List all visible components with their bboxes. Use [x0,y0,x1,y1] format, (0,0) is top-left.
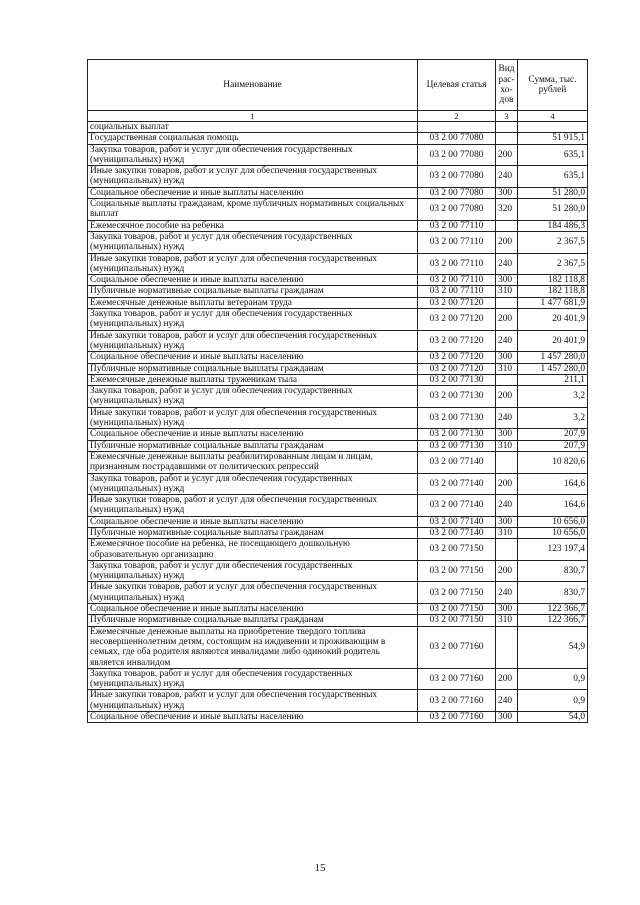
row-sum: 10 656,0 [518,516,588,527]
table-row [88,187,588,198]
row-expense-type: 310 [496,286,518,297]
table-row [88,668,588,690]
table-row [88,440,588,451]
table-row [88,451,588,473]
row-name: Социальное обеспечение и иные выплаты населению [88,429,418,440]
row-name: Публичные нормативные социальные выплаты гражданам [88,363,418,374]
table-row [88,286,588,297]
row-expense-type: 200 [496,668,518,690]
row-sum: 635,1 [518,166,588,188]
row-expense-type: 200 [496,309,518,331]
row-expense-type: 240 [496,690,518,712]
row-name: Иные закупки товаров, работ и услуг для обеспечения государственных (муниципальных) нужд [88,690,418,712]
row-name: Иные закупки товаров, работ и услуг для обеспечения государственных (муниципальных) нужд [88,495,418,517]
table-row [88,166,588,188]
table-row [88,712,588,723]
row-name: Социальное обеспечение и иные выплаты населению [88,352,418,363]
table-row [88,690,588,712]
row-target-article: 03 2 00 77080 [418,144,496,166]
row-name: Закупка товаров, работ и услуг для обеспечения государственных (муниципальных) нужд [88,668,418,690]
row-expense-type: 300 [496,604,518,615]
row-target-article: 03 2 00 77150 [418,615,496,626]
row-sum: 184 486,3 [518,220,588,231]
row-expense-type: 310 [496,527,518,538]
row-target-article: 03 2 00 77140 [418,495,496,517]
table-row [88,626,588,668]
row-name: Закупка товаров, работ и услуг для обеспечения государственных (муниципальных) нужд [88,560,418,582]
row-sum: 164,6 [518,473,588,495]
row-sum: 51 280,0 [518,199,588,221]
table-row [88,330,588,352]
row-name: социальных выплат [88,122,418,133]
row-expense-type: 300 [496,187,518,198]
row-target-article: 03 2 00 77080 [418,166,496,188]
row-sum: 830,7 [518,560,588,582]
row-target-article: 03 2 00 77120 [418,352,496,363]
row-name: Социальное обеспечение и иные выплаты населению [88,275,418,286]
row-target-article: 03 2 00 77080 [418,199,496,221]
row-name: Ежемесячные денежные выплаты на приобретение твердого топлива несовершеннолетним детям, состоящим на иждивении и проживающим в семьях, где оба родителя являются инвалидами либо одинокий родитель является инвалидом [88,626,418,668]
row-sum: 54,0 [518,712,588,723]
row-expense-type: 240 [496,407,518,429]
row-name: Публичные нормативные социальные выплаты гражданам [88,615,418,626]
row-sum: 10 656,0 [518,527,588,538]
page-number: 15 [314,862,326,874]
row-sum: 211,1 [518,374,588,385]
row-target-article: 03 2 00 77080 [418,187,496,198]
row-sum: 20 401,9 [518,309,588,331]
row-expense-type: 240 [496,253,518,275]
row-name: Ежемесячное пособие на ребенка, не посещающего дошкольную образовательную организацию [88,539,418,561]
row-sum: 10 820,6 [518,451,588,473]
table-row [88,386,588,408]
table-row [88,429,588,440]
table-row [88,407,588,429]
row-expense-type: 240 [496,330,518,352]
row-name: Социальное обеспечение и иные выплаты населению [88,712,418,723]
row-target-article: 03 2 00 77120 [418,330,496,352]
row-name: Ежемесячные денежные выплаты труженикам тыла [88,374,418,385]
row-sum: 1 457 280,0 [518,363,588,374]
row-sum: 20 401,9 [518,330,588,352]
row-target-article: 03 2 00 77130 [418,407,496,429]
table-row [88,309,588,331]
row-sum: 1 477 681,9 [518,297,588,308]
row-sum: 51 280,0 [518,187,588,198]
row-name: Закупка товаров, работ и услуг для обеспечения государственных (муниципальных) нужд [88,309,418,331]
row-expense-type: 300 [496,712,518,723]
table-row [88,199,588,221]
row-expense-type: 300 [496,429,518,440]
row-expense-type [496,122,518,133]
table-row [88,122,588,133]
column-number: 1 [88,111,418,122]
row-expense-type: 310 [496,363,518,374]
row-target-article: 03 2 00 77110 [418,231,496,253]
row-target-article: 03 2 00 77150 [418,539,496,561]
row-target-article: 03 2 00 77120 [418,309,496,331]
row-sum: 2 367,5 [518,231,588,253]
row-name: Закупка товаров, работ и услуг для обеспечения государственных (муниципальных) нужд [88,473,418,495]
row-name: Закупка товаров, работ и услуг для обеспечения государственных (муниципальных) нужд [88,144,418,166]
table-row [88,495,588,517]
row-name: Социальное обеспечение и иные выплаты населению [88,187,418,198]
row-target-article: 03 2 00 77150 [418,604,496,615]
row-name: Публичные нормативные социальные выплаты гражданам [88,286,418,297]
row-name: Иные закупки товаров, работ и услуг для обеспечения государственных (муниципальных) нужд [88,407,418,429]
row-target-article: 03 2 00 77110 [418,253,496,275]
row-sum: 182 118,8 [518,275,588,286]
table-row [88,231,588,253]
row-expense-type: 300 [496,352,518,363]
row-target-article: 03 2 00 77130 [418,374,496,385]
table-body [88,122,588,723]
table-row [88,144,588,166]
row-expense-type [496,451,518,473]
row-name: Закупка товаров, работ и услуг для обеспечения государственных (муниципальных) нужд [88,386,418,408]
header-sum: Сумма, тыс. рублей [518,60,588,111]
row-sum: 635,1 [518,144,588,166]
row-sum: 207,9 [518,440,588,451]
table-row [88,352,588,363]
row-target-article: 03 2 00 77110 [418,220,496,231]
row-target-article: 03 2 00 77160 [418,712,496,723]
column-number: 4 [518,111,588,122]
row-sum [518,122,588,133]
row-target-article: 03 2 00 77160 [418,626,496,668]
header-target-article: Целевая статья [418,60,496,111]
row-expense-type: 300 [496,275,518,286]
row-sum: 123 197,4 [518,539,588,561]
row-name: Социальное обеспечение и иные выплаты населению [88,604,418,615]
row-target-article: 03 2 00 77120 [418,297,496,308]
row-name: Публичные нормативные социальные выплаты гражданам [88,527,418,538]
row-target-article: 03 2 00 77080 [418,133,496,144]
row-sum: 2 367,5 [518,253,588,275]
row-expense-type: 200 [496,144,518,166]
row-expense-type [496,297,518,308]
table-row [88,374,588,385]
column-number: 2 [418,111,496,122]
row-name: Ежемесячные денежные выплаты реабилитированным лицам и лицам, признанным пострадавшими от политических репрессий [88,451,418,473]
row-target-article: 03 2 00 77130 [418,386,496,408]
row-target-article: 03 2 00 77140 [418,473,496,495]
row-expense-type [496,133,518,144]
row-sum: 3,2 [518,386,588,408]
row-name: Закупка товаров, работ и услуг для обеспечения государственных (муниципальных) нужд [88,231,418,253]
row-expense-type [496,374,518,385]
row-name: Ежемесячное пособие на ребенка [88,220,418,231]
row-expense-type: 240 [496,582,518,604]
row-target-article: 03 2 00 77110 [418,286,496,297]
row-target-article [418,122,496,133]
row-expense-type: 320 [496,199,518,221]
row-target-article: 03 2 00 77160 [418,690,496,712]
row-expense-type: 200 [496,231,518,253]
row-expense-type: 310 [496,615,518,626]
row-sum: 1 457 280,0 [518,352,588,363]
row-expense-type: 200 [496,560,518,582]
table-row [88,527,588,538]
row-expense-type [496,539,518,561]
table-row [88,363,588,374]
row-expense-type: 310 [496,440,518,451]
table-row [88,253,588,275]
row-expense-type: 240 [496,495,518,517]
row-sum: 164,6 [518,495,588,517]
table-row [88,220,588,231]
row-sum: 122 366,7 [518,615,588,626]
row-sum: 0,9 [518,668,588,690]
row-name: Иные закупки товаров, работ и услуг для обеспечения государственных (муниципальных) нужд [88,330,418,352]
row-sum: 122 366,7 [518,604,588,615]
row-target-article: 03 2 00 77140 [418,451,496,473]
table-row [88,560,588,582]
row-sum: 0,9 [518,690,588,712]
row-target-article: 03 2 00 77110 [418,275,496,286]
header-expense-type: Вид рас-хо-дов [496,60,518,111]
row-target-article: 03 2 00 77140 [418,527,496,538]
table-row [88,473,588,495]
row-target-article: 03 2 00 77130 [418,429,496,440]
row-target-article: 03 2 00 77120 [418,363,496,374]
row-target-article: 03 2 00 77160 [418,668,496,690]
row-sum: 207,9 [518,429,588,440]
row-name: Иные закупки товаров, работ и услуг для обеспечения государственных (муниципальных) нужд [88,166,418,188]
row-expense-type [496,626,518,668]
budget-table [87,59,588,723]
table-row [88,604,588,615]
row-expense-type: 200 [496,386,518,408]
row-expense-type: 200 [496,473,518,495]
table-row [88,516,588,527]
row-name: Иные закупки товаров, работ и услуг для обеспечения государственных (муниципальных) нужд [88,582,418,604]
row-sum: 3,2 [518,407,588,429]
row-sum: 51 915,1 [518,133,588,144]
table-row [88,275,588,286]
row-target-article: 03 2 00 77150 [418,582,496,604]
header-name: Наименование [88,60,418,111]
column-number: 3 [496,111,518,122]
column-number-row [88,111,588,122]
row-sum: 54,9 [518,626,588,668]
row-name: Публичные нормативные социальные выплаты гражданам [88,440,418,451]
header-row [88,60,588,111]
row-name: Иные закупки товаров, работ и услуг для обеспечения государственных (муниципальных) нужд [88,253,418,275]
row-target-article: 03 2 00 77140 [418,516,496,527]
table-row [88,539,588,561]
row-expense-type: 300 [496,516,518,527]
row-expense-type [496,220,518,231]
row-sum: 182 118,8 [518,286,588,297]
row-name: Ежемесячные денежные выплаты ветеранам труда [88,297,418,308]
row-name: Социальные выплаты гражданам, кроме публичных нормативных социальных выплат [88,199,418,221]
row-target-article: 03 2 00 77150 [418,560,496,582]
row-expense-type: 240 [496,166,518,188]
row-sum: 830,7 [518,582,588,604]
table-row [88,615,588,626]
table-row [88,297,588,308]
row-target-article: 03 2 00 77130 [418,440,496,451]
table-row [88,133,588,144]
table-row [88,582,588,604]
row-name: Социальное обеспечение и иные выплаты населению [88,516,418,527]
row-name: Государственная социальная помощь [88,133,418,144]
